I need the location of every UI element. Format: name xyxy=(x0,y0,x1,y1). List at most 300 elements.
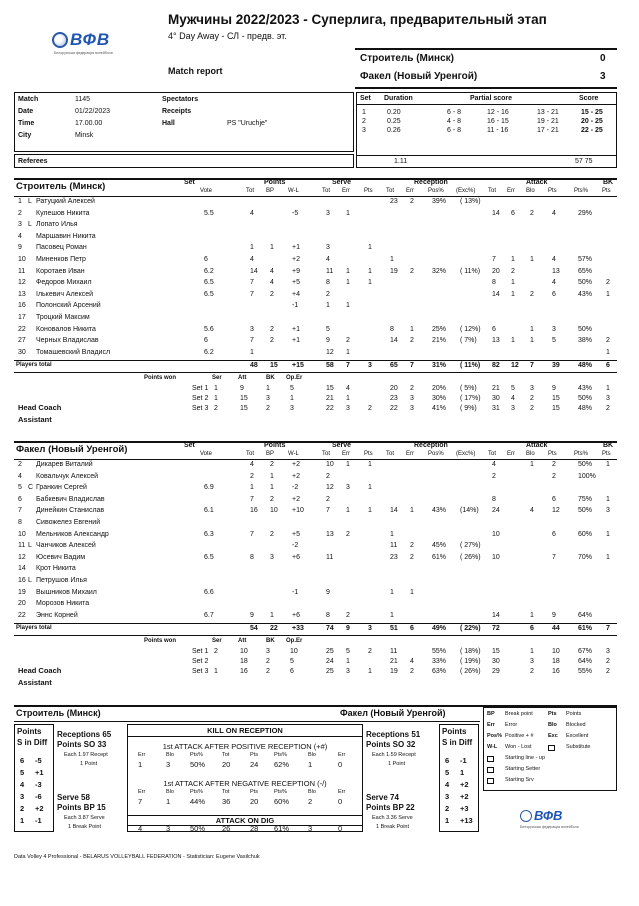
col-sub: W-L xyxy=(288,451,299,457)
stat-value: 2 xyxy=(346,530,350,538)
set-cell: 19 - 21 xyxy=(537,118,559,125)
federation-logo: ВФВ Белорусская федерация волейбола xyxy=(54,30,113,55)
set-label: Set 1 xyxy=(192,648,209,656)
player-number: 20 xyxy=(18,600,26,608)
stat-value: 1 xyxy=(270,472,274,480)
stat-value: 2 xyxy=(346,337,350,345)
stat-value: 100% xyxy=(578,472,596,480)
stat-value: 21% xyxy=(432,337,447,345)
set-stat: 3 xyxy=(410,405,414,413)
player-name: Черных Владислав xyxy=(36,337,99,345)
set-stat: 9 xyxy=(240,385,244,393)
set-stat: 2 xyxy=(214,405,218,413)
col-serve: Serve xyxy=(332,442,352,449)
home-rotation-box: Points S in Diff 6 -5 5 +1 4 -3 3 -6 2 +2 1 -1 xyxy=(14,724,54,832)
player-number: 22 xyxy=(18,325,26,333)
rotation: 1 xyxy=(445,816,450,825)
set-stat: 48% xyxy=(578,405,593,413)
player-name: Ратуцкий Алексей xyxy=(36,198,95,205)
player-name: Сивожелез Евгений xyxy=(36,519,101,526)
stat-value: 13 xyxy=(552,267,560,275)
set-cell: 4 - 8 xyxy=(447,118,462,125)
total-value: 7 xyxy=(606,625,610,633)
set-stat: 31 xyxy=(492,405,500,413)
page-subtitle: 4° Day Away - СЛ - предв. эт. xyxy=(168,31,287,41)
stat-value: 1 xyxy=(511,290,515,298)
stat-value: 9 xyxy=(250,611,254,619)
stat-value: 8 xyxy=(492,495,496,503)
stat-value: 6.3 xyxy=(204,530,214,538)
stat-value: 2 xyxy=(530,290,534,298)
stat-value: 2 xyxy=(530,209,534,217)
team-name: Строитель (Минск) xyxy=(16,181,106,192)
set-cell: 16 - 15 xyxy=(487,118,509,125)
stat-value: 1 xyxy=(606,495,610,503)
federation-logo-small: ВФВ Белорусская федерация волейбола xyxy=(520,808,579,829)
stat-value: 4 xyxy=(270,267,274,275)
total-value: 54 xyxy=(250,625,258,633)
set-stat: 5 xyxy=(290,385,294,393)
stat-value: -1 xyxy=(292,302,299,310)
kill-header: Blo xyxy=(308,752,316,758)
kill-value: 3 xyxy=(166,760,171,769)
pw-col: BK xyxy=(266,638,275,645)
legend-symbol xyxy=(487,778,494,784)
stat-value: 1 xyxy=(270,611,274,619)
total-value: 72 xyxy=(492,625,500,633)
stat-value: 1 xyxy=(250,348,254,356)
stat-value: -1 xyxy=(292,588,299,596)
stat-value: +10 xyxy=(292,507,304,515)
dig-value: 3 xyxy=(166,824,171,833)
stat-value: 3 xyxy=(606,507,610,515)
col-reception: Reception xyxy=(414,442,448,449)
assistant-label: Assistant xyxy=(18,415,52,425)
rotation: 2 xyxy=(445,804,450,813)
home-sets-won: 0 xyxy=(600,53,606,64)
col-bk: BK xyxy=(603,179,614,186)
dig-value: 26 xyxy=(222,824,231,833)
total-value: 44 xyxy=(552,625,560,633)
stat-value: 4 xyxy=(326,256,330,263)
set-label: Set 3 xyxy=(192,668,209,676)
set-stat: 25 xyxy=(326,648,334,656)
player-number: 2 xyxy=(18,461,22,468)
stat-value: 10 xyxy=(270,507,278,515)
rotation: 3 xyxy=(20,792,25,801)
stat-value: 50% xyxy=(578,279,593,287)
player-number: 17 xyxy=(18,314,26,321)
stat-value: 2 xyxy=(270,495,274,503)
stat-value: 23 xyxy=(390,553,398,561)
player-number: 12 xyxy=(18,279,26,287)
stat-value: 2 xyxy=(250,472,254,480)
rotation-diff: +1 xyxy=(35,768,44,777)
stat-value: ( 12%) xyxy=(460,325,481,333)
set-stat: 30% xyxy=(432,395,447,403)
legend-text: Blocked xyxy=(566,722,586,728)
stat-value: 1 xyxy=(606,530,610,538)
total-value: +33 xyxy=(292,625,304,633)
stat-value: +6 xyxy=(292,553,300,561)
set-cell: 6 - 8 xyxy=(447,127,462,134)
set-stat: 5 xyxy=(346,648,350,656)
col-sub: Pos% xyxy=(428,451,444,457)
stat-value: 2 xyxy=(410,542,414,550)
total-value: 6 xyxy=(606,362,610,370)
player-name: Томашевский Владисл xyxy=(36,348,111,356)
cell xyxy=(14,360,617,361)
pw-col: Ser xyxy=(212,638,222,645)
col-sub: Pts xyxy=(548,188,557,194)
col-sub: (Exc%) xyxy=(456,188,476,194)
stat-value: +9 xyxy=(292,267,300,275)
player-name: Пасовец Роман xyxy=(36,244,87,252)
stat-value: 7 xyxy=(250,290,254,298)
stat-value: 14 xyxy=(492,611,500,619)
bottom-home-team: Строитель (Минск) xyxy=(16,708,101,718)
stat-value: 7 xyxy=(552,553,556,561)
total-duration: 1.11 xyxy=(394,158,408,165)
set-stat: 43% xyxy=(578,385,593,393)
col-sub: Pts xyxy=(364,451,373,457)
set-stat: 1 xyxy=(214,395,218,403)
set-stat: 1 xyxy=(266,385,270,393)
set-cell: 2 xyxy=(362,118,366,125)
player-number: 9 xyxy=(18,244,22,252)
rotation: 4 xyxy=(445,780,450,789)
stat-value: 9 xyxy=(552,611,556,619)
stat-value: 5 xyxy=(326,325,330,333)
rotation: 3 xyxy=(445,792,450,801)
kill-header: Tot xyxy=(222,789,230,795)
col-reception: Reception xyxy=(414,179,448,186)
stat-value: 10 xyxy=(326,461,334,468)
stat-value: 2 xyxy=(552,472,556,480)
home-team-name: Строитель (Минск) xyxy=(360,53,454,64)
rotation-diff: +2 xyxy=(460,792,469,801)
rotation-diff: +2 xyxy=(460,780,469,789)
stat-value: 2 xyxy=(492,472,496,480)
legend-text: Break point xyxy=(505,711,533,717)
cell xyxy=(14,372,617,373)
stat-value: 75% xyxy=(578,495,593,503)
stat-value: 1 xyxy=(270,484,274,492)
page-title: Мужчины 2022/2023 - Суперлига, предварительный этап xyxy=(168,12,547,27)
set-stat: 4 xyxy=(346,385,350,393)
set-stat: 15 xyxy=(552,395,560,403)
set-stat: ( 18%) xyxy=(460,648,481,656)
set-stat: 3 xyxy=(290,405,294,413)
total-value: 3 xyxy=(368,625,372,633)
rotation-diff: +13 xyxy=(460,816,473,825)
match-report-label: Match report xyxy=(168,66,223,76)
stat-value: 1 xyxy=(606,553,610,561)
stat-value: 2 xyxy=(410,267,414,275)
legend-symbol xyxy=(487,756,494,762)
cell xyxy=(14,635,617,636)
legend-key: Exc xyxy=(548,733,558,739)
total-value: 7 xyxy=(410,362,414,370)
set-stat: 29 xyxy=(492,668,500,676)
stat-value: 3 xyxy=(552,325,556,333)
player-name: Мельников Александр xyxy=(36,530,109,538)
col-sub: Pts% xyxy=(574,188,589,194)
legend-text: Starting Srv xyxy=(505,777,534,783)
kill-value: 60% xyxy=(274,797,290,806)
set-stat: ( 19%) xyxy=(460,658,481,666)
col-sub: Tot xyxy=(488,451,497,457)
player-number: 16 xyxy=(18,577,26,584)
stat-value: 5.6 xyxy=(204,325,214,333)
player-name: Коновалов Никита xyxy=(36,325,96,333)
total-value: 51 xyxy=(390,625,398,633)
stat-value: 64% xyxy=(578,611,593,619)
set-stat: 33% xyxy=(432,658,447,666)
stat-value: 6.2 xyxy=(204,267,214,275)
stat-value: 32% xyxy=(432,267,447,275)
legend-key: Blo xyxy=(548,722,557,728)
pw-col: Att xyxy=(238,638,247,645)
dig-value: 61% xyxy=(274,824,290,833)
set-stat: 21 xyxy=(326,395,334,403)
col-sub: Pos% xyxy=(428,188,444,194)
col-sub: BP xyxy=(266,188,275,194)
legend-key: Pts xyxy=(548,711,557,717)
stat-value: 12 xyxy=(552,507,560,515)
stat-value: 7 xyxy=(250,337,254,345)
player-role: L xyxy=(28,577,32,584)
total-value: 6 xyxy=(530,625,534,633)
set-stat: 20 xyxy=(390,385,398,393)
stat-value: 2 xyxy=(606,279,610,287)
stat-value: 2 xyxy=(346,611,350,619)
set-stat: 18 xyxy=(240,658,248,666)
player-name: Эннс Корней xyxy=(36,611,78,619)
set-cell: 1 xyxy=(362,109,366,116)
stat-value: 1 xyxy=(368,484,372,492)
col-sub: Pts xyxy=(602,451,611,457)
legend-symbol xyxy=(487,767,494,773)
kill-header: Pts xyxy=(250,789,258,795)
total-value: 61% xyxy=(578,625,593,633)
kill-value: 50% xyxy=(190,760,206,769)
legend-text: Starting line - up xyxy=(505,755,546,761)
stat-value: 43% xyxy=(432,507,447,515)
set-cell: 20 - 25 xyxy=(581,118,603,125)
stat-value: +1 xyxy=(292,244,300,252)
player-role: L xyxy=(28,542,32,550)
set-stat: 22 xyxy=(326,405,334,413)
kill-value: 1 xyxy=(166,797,171,806)
player-name: Гранкин Сергей xyxy=(36,484,87,492)
set-stat: 2 xyxy=(368,405,372,413)
stat-value: 2 xyxy=(270,530,274,538)
total-value: 22 xyxy=(270,625,278,633)
set-label: Set 2 xyxy=(192,395,209,403)
col-sub: Vote xyxy=(200,451,213,457)
total-value: 48% xyxy=(578,362,593,370)
stat-value: 7 xyxy=(326,507,330,515)
set-cell: 11 - 16 xyxy=(487,127,509,134)
player-number: 13 xyxy=(18,290,26,298)
set-stat: 64% xyxy=(578,658,593,666)
col-set: Set xyxy=(184,179,195,186)
player-number: 27 xyxy=(18,337,26,345)
kill-header: Pts xyxy=(250,752,258,758)
set-stat: 3 xyxy=(410,395,414,403)
legend-key: Err xyxy=(487,722,495,728)
player-number: 14 xyxy=(18,565,26,573)
stat-value: +1 xyxy=(292,325,300,333)
stat-value: ( 7%) xyxy=(460,337,477,345)
stat-value: 14 xyxy=(492,209,500,217)
set-stat: 4 xyxy=(511,395,515,403)
dig-value: 3 xyxy=(308,824,313,833)
stat-value: 2 xyxy=(511,267,515,275)
stat-value: 1 xyxy=(326,302,330,310)
stat-value: 1 xyxy=(368,279,372,287)
set-cell: 6 - 8 xyxy=(447,109,462,116)
player-number: 1 xyxy=(18,198,22,205)
stat-value: 6.2 xyxy=(204,348,214,356)
stat-value: 14 xyxy=(390,507,398,515)
stat-value: 1 xyxy=(368,461,372,468)
legend-text: Starting Setter xyxy=(505,766,541,772)
set-stat: 4 xyxy=(410,658,414,666)
stat-value: 1 xyxy=(346,461,350,468)
away-team-name: Факел (Новый Уренгой) xyxy=(360,71,478,82)
set-stat: 2 xyxy=(530,668,534,676)
set-label: Set 3 xyxy=(192,405,209,413)
player-name: Бабкевич Владислав xyxy=(36,495,105,503)
set-stat: 63% xyxy=(432,668,447,676)
stat-value: +2 xyxy=(292,495,300,503)
kill-value: 20 xyxy=(222,760,231,769)
stat-value: 1 xyxy=(346,279,350,287)
player-name: Юсевич Вадим xyxy=(36,553,86,561)
stat-value: 10 xyxy=(492,530,500,538)
col-sub: Err xyxy=(342,451,350,457)
set-stat: 3 xyxy=(266,648,270,656)
set-stat: 15 xyxy=(240,395,248,403)
player-name: Ковальчук Алексей xyxy=(36,472,99,480)
stat-value: 60% xyxy=(578,530,593,538)
set-stat: 41% xyxy=(432,405,447,413)
stat-value: 19 xyxy=(390,267,398,275)
total-value: 31% xyxy=(432,362,447,370)
pw-col: Op.Er xyxy=(286,638,303,645)
stat-value: 50% xyxy=(578,325,593,333)
stat-value: 2 xyxy=(270,325,274,333)
total-value: 48 xyxy=(250,362,258,370)
set-label: Set 1 xyxy=(192,385,209,393)
stat-value: 7 xyxy=(250,530,254,538)
stat-value: 5.5 xyxy=(204,209,214,217)
stat-value: 2 xyxy=(410,198,414,205)
col-sub: Err xyxy=(406,188,414,194)
rotation: 5 xyxy=(445,768,450,777)
stat-value: 1 xyxy=(346,348,350,356)
legend-text: Won - Lost xyxy=(505,744,532,750)
set-stat: 15 xyxy=(240,405,248,413)
stat-value: 2 xyxy=(410,553,414,561)
col-sub: Pts% xyxy=(574,451,589,457)
kill-header: Blo xyxy=(166,789,174,795)
stat-value: 1 xyxy=(390,588,394,596)
kill-header: Blo xyxy=(166,752,174,758)
set-stat: 55% xyxy=(578,668,593,676)
stat-value: 4 xyxy=(492,461,496,468)
player-number: 11 xyxy=(18,542,26,550)
set-stat: 2 xyxy=(530,405,534,413)
rotation-diff: +2 xyxy=(35,804,44,813)
col-sub: BP xyxy=(266,451,275,457)
team-name: Факел (Новый Уренгой) xyxy=(16,444,128,455)
total-value: 58 xyxy=(326,362,334,370)
set-stat: 2 xyxy=(606,668,610,676)
player-number: 8 xyxy=(18,519,22,526)
stat-value: +1 xyxy=(292,337,300,345)
stat-value: 45% xyxy=(432,542,447,550)
player-name: Крот Никита xyxy=(36,565,76,573)
stat-value: ( 11%) xyxy=(460,267,481,275)
stat-value: ( 13%) xyxy=(460,198,481,205)
dig-value: 50% xyxy=(190,824,206,833)
player-number: 11 xyxy=(18,267,26,275)
set-cell: 17 - 21 xyxy=(537,127,559,134)
stat-value: 3 xyxy=(326,209,330,217)
stat-value: 12 xyxy=(326,348,334,356)
kill-header: Err xyxy=(338,752,346,758)
player-number: 3 xyxy=(18,221,22,229)
stat-value: 1 xyxy=(410,507,414,515)
stat-value: 1 xyxy=(346,209,350,217)
head-coach-label: Head Coach xyxy=(18,666,62,676)
stat-value: 39% xyxy=(432,198,447,205)
stat-value: 2 xyxy=(326,472,330,480)
stat-value: 61% xyxy=(432,553,447,561)
set-stat: 30 xyxy=(492,395,500,403)
col-sub: Tot xyxy=(246,451,255,457)
set-stat: 15 xyxy=(552,405,560,413)
kill-header: Pts% xyxy=(190,789,203,795)
col-sub: Err xyxy=(507,188,515,194)
kill-value: 7 xyxy=(138,797,143,806)
player-number: 10 xyxy=(18,256,26,263)
rotation-diff: -6 xyxy=(35,792,42,801)
total-value: +15 xyxy=(292,362,304,370)
kill-header: Tot xyxy=(222,752,230,758)
stat-value: 10 xyxy=(492,553,500,561)
stat-value: 1 xyxy=(606,290,610,298)
total-value: 12 xyxy=(511,362,519,370)
stat-value: 65% xyxy=(578,267,593,275)
set-stat: 24 xyxy=(326,658,334,666)
stat-value: +6 xyxy=(292,611,300,619)
kill-header: Pts% xyxy=(274,752,287,758)
stat-value: 70% xyxy=(578,553,593,561)
total-value: 6 xyxy=(410,625,414,633)
player-role: C xyxy=(28,484,34,492)
stat-value: +5 xyxy=(292,530,300,538)
total-value: ( 22%) xyxy=(460,625,481,633)
rotation-diff: -1 xyxy=(35,816,42,825)
total-value: 49% xyxy=(432,625,447,633)
rotation-diff: 1 xyxy=(460,768,465,777)
player-number: 30 xyxy=(18,348,26,356)
stat-value: 4 xyxy=(250,461,254,468)
